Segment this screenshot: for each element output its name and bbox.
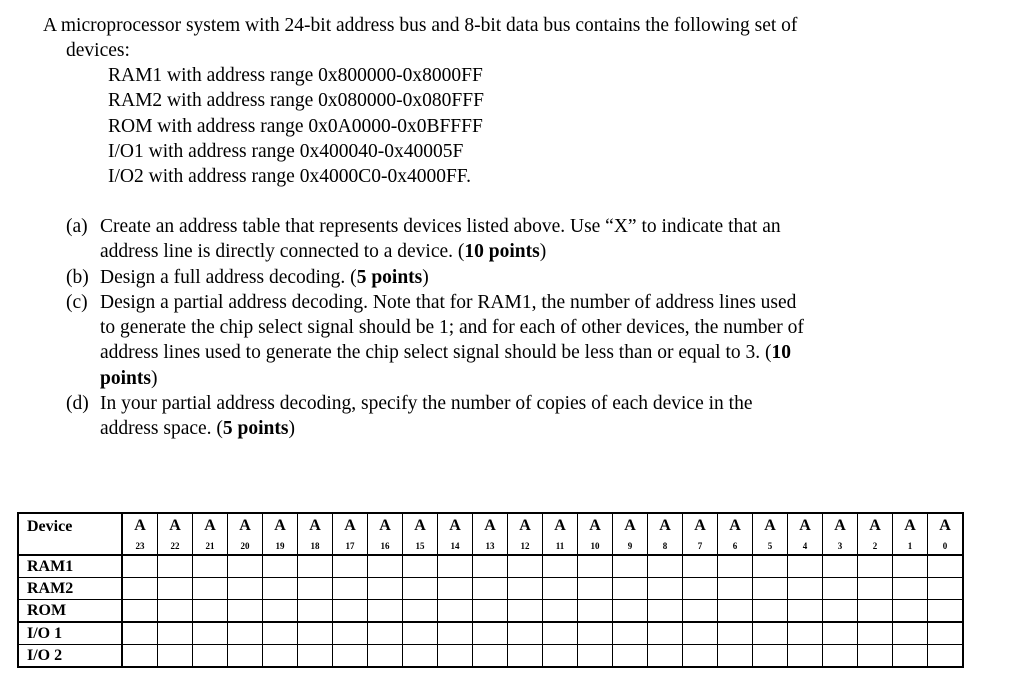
address-cell-a6[interactable]	[718, 600, 753, 623]
address-cell-a19[interactable]	[263, 645, 298, 668]
address-cell-a7[interactable]	[683, 600, 718, 623]
address-cell-a20[interactable]	[228, 578, 263, 600]
address-letter: A	[939, 517, 951, 534]
address-cell-a10[interactable]	[578, 645, 613, 668]
address-line-header-a14	[438, 513, 473, 555]
address-cell-a13[interactable]	[473, 645, 508, 668]
address-letter: A	[274, 517, 286, 534]
table-body	[18, 555, 963, 667]
device-name-cell: I/O 1	[18, 622, 122, 645]
address-cell-a6[interactable]	[718, 645, 753, 668]
address-cell-a20[interactable]	[228, 555, 263, 578]
address-cell-a4[interactable]	[788, 600, 823, 623]
address-cell-a21[interactable]	[193, 645, 228, 668]
address-letter: A	[449, 517, 461, 534]
address-cell-a18[interactable]	[298, 578, 333, 600]
address-cell-a0[interactable]	[928, 555, 964, 578]
address-cell-a15[interactable]	[403, 555, 438, 578]
address-cell-a22[interactable]	[158, 600, 193, 623]
address-cell-a5[interactable]	[753, 555, 788, 578]
address-cell-a23[interactable]	[122, 600, 158, 623]
address-line-header-a1	[893, 513, 928, 555]
address-cell-a21[interactable]	[193, 555, 228, 578]
question-c	[66, 290, 906, 391]
question-list	[66, 214, 906, 442]
address-cell-a11[interactable]	[543, 622, 578, 645]
table-row	[18, 645, 963, 668]
address-table-container	[17, 512, 964, 668]
address-bit-number: 16	[380, 541, 390, 551]
address-bit-number: 15	[415, 541, 425, 551]
address-cell-a16[interactable]	[368, 578, 403, 600]
address-bit-number: 21	[205, 541, 215, 551]
device-name-cell: RAM1	[18, 555, 122, 578]
address-cell-a7[interactable]	[683, 578, 718, 600]
address-line-header-a10	[578, 513, 613, 555]
table-row	[18, 555, 963, 578]
address-cell-a1[interactable]	[893, 600, 928, 623]
address-cell-a0[interactable]	[928, 578, 964, 600]
address-cell-a0[interactable]	[928, 622, 964, 645]
address-cell-a9[interactable]	[613, 645, 648, 668]
address-line-header-a19	[263, 513, 298, 555]
address-cell-a10[interactable]	[578, 578, 613, 600]
table-header-row	[18, 513, 963, 555]
address-cell-a4[interactable]	[788, 578, 823, 600]
address-letter: A	[169, 517, 181, 534]
address-cell-a21[interactable]	[193, 578, 228, 600]
address-cell-a20[interactable]	[228, 600, 263, 623]
table-row	[18, 622, 963, 645]
question-c-points-1: 10	[771, 342, 791, 364]
address-cell-a20[interactable]	[228, 645, 263, 668]
question-a-label: (a)	[66, 216, 88, 237]
address-cell-a5[interactable]	[753, 645, 788, 668]
device-list	[108, 63, 484, 189]
address-bit-number: 18	[310, 541, 320, 551]
address-cell-a19[interactable]	[263, 555, 298, 578]
address-cell-a16[interactable]	[368, 645, 403, 668]
address-letter: A	[834, 517, 846, 534]
address-line-header-a4	[788, 513, 823, 555]
address-cell-a19[interactable]	[263, 578, 298, 600]
address-cell-a3[interactable]	[823, 622, 858, 645]
address-line-header-a0	[928, 513, 964, 555]
address-table	[17, 512, 964, 668]
address-line-header-a5	[753, 513, 788, 555]
address-cell-a9[interactable]	[613, 622, 648, 645]
intro-line-2: devices:	[66, 40, 130, 61]
address-letter: A	[624, 517, 636, 534]
address-letter: A	[659, 517, 671, 534]
address-cell-a23[interactable]	[122, 578, 158, 600]
address-cell-a12[interactable]	[508, 645, 543, 668]
question-c-line-1: Design a partial address decoding. Note that for RAM1, the number of address lines used	[100, 291, 797, 313]
address-cell-a12[interactable]	[508, 578, 543, 600]
address-bit-number: 14	[450, 541, 460, 551]
address-line-header-a21	[193, 513, 228, 555]
address-letter: A	[239, 517, 251, 534]
question-c-line-2: to generate the chip select signal should be 1; and for each of other devices, the number of	[100, 317, 804, 339]
question-a-points: 10 points	[464, 241, 540, 263]
address-bit-number: 2	[872, 541, 878, 551]
address-cell-a17[interactable]	[333, 555, 368, 578]
address-cell-a11[interactable]	[543, 555, 578, 578]
address-letter: A	[309, 517, 321, 534]
address-letter: A	[729, 517, 741, 534]
address-cell-a3[interactable]	[823, 578, 858, 600]
address-letter: A	[134, 517, 146, 534]
question-c-line-3: address lines used to generate the chip select signal should be less than or equal to 3. (	[100, 342, 772, 364]
address-cell-a20[interactable]	[228, 622, 263, 645]
address-cell-a11[interactable]	[543, 578, 578, 600]
address-cell-a16[interactable]	[368, 622, 403, 645]
address-letter: A	[764, 517, 776, 534]
address-letter: A	[379, 517, 391, 534]
question-d-label: (d)	[66, 393, 89, 415]
address-cell-a9[interactable]	[613, 555, 648, 578]
address-cell-a2[interactable]	[858, 645, 893, 668]
address-cell-a8[interactable]	[648, 645, 683, 668]
address-letter: A	[414, 517, 426, 534]
address-letter: A	[484, 517, 496, 534]
address-bit-number: 12	[520, 541, 530, 551]
address-cell-a10[interactable]	[578, 600, 613, 623]
address-cell-a22[interactable]	[158, 622, 193, 645]
table-row	[18, 578, 963, 600]
question-d-end: )	[288, 418, 295, 440]
question-a-end: )	[539, 241, 547, 263]
question-d	[66, 391, 906, 442]
device-rom-range: ROM with address range 0x0A0000-0x0BFFFF	[108, 115, 483, 137]
address-cell-a15[interactable]	[403, 600, 438, 623]
address-cell-a23[interactable]	[122, 622, 158, 645]
address-cell-a14[interactable]	[438, 578, 473, 600]
device-name-cell: RAM2	[18, 578, 122, 600]
address-cell-a18[interactable]	[298, 622, 333, 645]
question-c-points-2: points	[100, 367, 151, 389]
address-cell-a3[interactable]	[823, 600, 858, 623]
device-column-header: Device	[18, 513, 122, 555]
address-cell-a1[interactable]	[893, 622, 928, 645]
question-b-end: )	[422, 266, 429, 288]
address-cell-a17[interactable]	[333, 645, 368, 668]
address-cell-a8[interactable]	[648, 600, 683, 623]
address-cell-a0[interactable]	[928, 600, 964, 623]
address-cell-a1[interactable]	[893, 555, 928, 578]
device-ram2-range: RAM2 with address range 0x080000-0x080FFF	[108, 90, 484, 112]
address-line-header-a9	[613, 513, 648, 555]
address-line-header-a13	[473, 513, 508, 555]
address-cell-a2[interactable]	[858, 578, 893, 600]
address-line-header-a15	[403, 513, 438, 555]
address-line-header-a17	[333, 513, 368, 555]
address-bit-number: 6	[732, 541, 738, 551]
device-io1-range: I/O1 with address range 0x400040-0x40005F	[108, 140, 464, 162]
question-b-points: 5 points	[356, 266, 423, 288]
device-name-cell: ROM	[18, 600, 122, 623]
address-letter: A	[799, 517, 811, 534]
address-cell-a6[interactable]	[718, 622, 753, 645]
question-b	[66, 265, 906, 290]
question-a	[66, 214, 906, 265]
address-line-header-a2	[858, 513, 893, 555]
address-letter: A	[204, 517, 216, 534]
address-bit-number: 20	[240, 541, 250, 551]
address-bit-number: 22	[170, 541, 180, 551]
address-cell-a12[interactable]	[508, 600, 543, 623]
address-letter: A	[869, 517, 881, 534]
address-bit-number: 3	[837, 541, 843, 551]
address-cell-a23[interactable]	[122, 555, 158, 578]
address-cell-a4[interactable]	[788, 555, 823, 578]
address-cell-a22[interactable]	[158, 578, 193, 600]
address-cell-a15[interactable]	[403, 645, 438, 668]
address-letter: A	[589, 517, 601, 534]
address-line-header-a3	[823, 513, 858, 555]
address-line-header-a12	[508, 513, 543, 555]
address-line-header-a16	[368, 513, 403, 555]
address-cell-a11[interactable]	[543, 600, 578, 623]
address-cell-a4[interactable]	[788, 622, 823, 645]
address-cell-a14[interactable]	[438, 645, 473, 668]
question-d-line-1: In your partial address decoding, specify the number of copies of each device in the	[100, 393, 753, 415]
address-cell-a16[interactable]	[368, 555, 403, 578]
address-cell-a22[interactable]	[158, 645, 193, 668]
address-cell-a21[interactable]	[193, 600, 228, 623]
address-bit-number: 10	[590, 541, 600, 551]
address-cell-a18[interactable]	[298, 555, 333, 578]
address-bit-number: 1	[907, 541, 913, 551]
address-bit-number: 4	[802, 541, 808, 551]
address-bit-number: 19	[275, 541, 285, 551]
address-line-header-a7	[683, 513, 718, 555]
address-line-header-a6	[718, 513, 753, 555]
question-b-text: Design a full address decoding. (	[100, 266, 357, 288]
address-line-header-a23	[122, 513, 158, 555]
address-cell-a13[interactable]	[473, 555, 508, 578]
question-b-label: (b)	[66, 266, 89, 288]
address-line-header-a8	[648, 513, 683, 555]
address-letter: A	[519, 517, 531, 534]
address-letter: A	[554, 517, 566, 534]
address-cell-a6[interactable]	[718, 578, 753, 600]
address-cell-a14[interactable]	[438, 600, 473, 623]
address-cell-a7[interactable]	[683, 622, 718, 645]
address-bit-number: 0	[942, 541, 948, 551]
address-cell-a12[interactable]	[508, 622, 543, 645]
address-bit-number: 13	[485, 541, 495, 551]
address-cell-a14[interactable]	[438, 555, 473, 578]
address-line-header-a22	[158, 513, 193, 555]
address-cell-a2[interactable]	[858, 622, 893, 645]
address-cell-a5[interactable]	[753, 622, 788, 645]
table-row	[18, 600, 963, 623]
device-name-cell: I/O 2	[18, 645, 122, 668]
address-cell-a7[interactable]	[683, 555, 718, 578]
address-cell-a15[interactable]	[403, 622, 438, 645]
address-bit-number: 9	[627, 541, 633, 551]
address-cell-a19[interactable]	[263, 622, 298, 645]
address-cell-a19[interactable]	[263, 600, 298, 623]
address-cell-a17[interactable]	[333, 600, 368, 623]
device-ram1-range: RAM1 with address range 0x800000-0x8000FF	[108, 65, 483, 86]
address-cell-a3[interactable]	[823, 645, 858, 668]
address-bit-number: 23	[135, 541, 145, 551]
address-cell-a12[interactable]	[508, 555, 543, 578]
address-cell-a8[interactable]	[648, 578, 683, 600]
address-cell-a18[interactable]	[298, 600, 333, 623]
address-letter: A	[694, 517, 706, 534]
address-cell-a9[interactable]	[613, 600, 648, 623]
address-cell-a14[interactable]	[438, 622, 473, 645]
question-d-line-2: address space. (	[100, 418, 223, 440]
address-cell-a2[interactable]	[858, 555, 893, 578]
address-cell-a11[interactable]	[543, 645, 578, 668]
address-cell-a8[interactable]	[648, 622, 683, 645]
address-cell-a8[interactable]	[648, 555, 683, 578]
address-cell-a1[interactable]	[893, 645, 928, 668]
address-cell-a3[interactable]	[823, 555, 858, 578]
address-cell-a10[interactable]	[578, 622, 613, 645]
intro-line-1: A microprocessor system with 24-bit address bus and 8-bit data bus contains the following set of	[43, 15, 798, 36]
address-bit-number: 11	[555, 541, 565, 551]
address-bit-number: 5	[767, 541, 773, 551]
question-c-label: (c)	[66, 291, 88, 313]
device-io2-range: I/O2 with address range 0x4000C0-0x4000FF.	[108, 166, 471, 188]
address-cell-a7[interactable]	[683, 645, 718, 668]
address-cell-a15[interactable]	[403, 578, 438, 600]
address-cell-a23[interactable]	[122, 645, 158, 668]
address-line-header-a20	[228, 513, 263, 555]
address-bit-number: 7	[697, 541, 703, 551]
question-a-line-2: address line is directly connected to a device. (	[100, 241, 465, 263]
address-cell-a22[interactable]	[158, 555, 193, 578]
question-d-points: 5 points	[222, 418, 289, 440]
address-letter: A	[344, 517, 356, 534]
address-cell-a21[interactable]	[193, 622, 228, 645]
address-cell-a9[interactable]	[613, 578, 648, 600]
address-cell-a17[interactable]	[333, 622, 368, 645]
address-cell-a13[interactable]	[473, 578, 508, 600]
address-cell-a13[interactable]	[473, 622, 508, 645]
address-cell-a5[interactable]	[753, 578, 788, 600]
address-cell-a0[interactable]	[928, 645, 964, 668]
address-cell-a2[interactable]	[858, 600, 893, 623]
address-cell-a1[interactable]	[893, 578, 928, 600]
address-cell-a13[interactable]	[473, 600, 508, 623]
address-bit-number: 8	[662, 541, 668, 551]
address-cell-a16[interactable]	[368, 600, 403, 623]
address-cell-a6[interactable]	[718, 555, 753, 578]
address-cell-a10[interactable]	[578, 555, 613, 578]
question-c-end: )	[150, 367, 158, 389]
address-cell-a4[interactable]	[788, 645, 823, 668]
address-bit-number: 17	[345, 541, 355, 551]
question-a-line-1: Create an address table that represents devices listed above. Use “X” to indicate that an	[100, 216, 781, 237]
address-cell-a5[interactable]	[753, 600, 788, 623]
address-letter: A	[904, 517, 916, 534]
address-line-header-a18	[298, 513, 333, 555]
address-line-header-a11	[543, 513, 578, 555]
address-cell-a18[interactable]	[298, 645, 333, 668]
address-cell-a17[interactable]	[333, 578, 368, 600]
